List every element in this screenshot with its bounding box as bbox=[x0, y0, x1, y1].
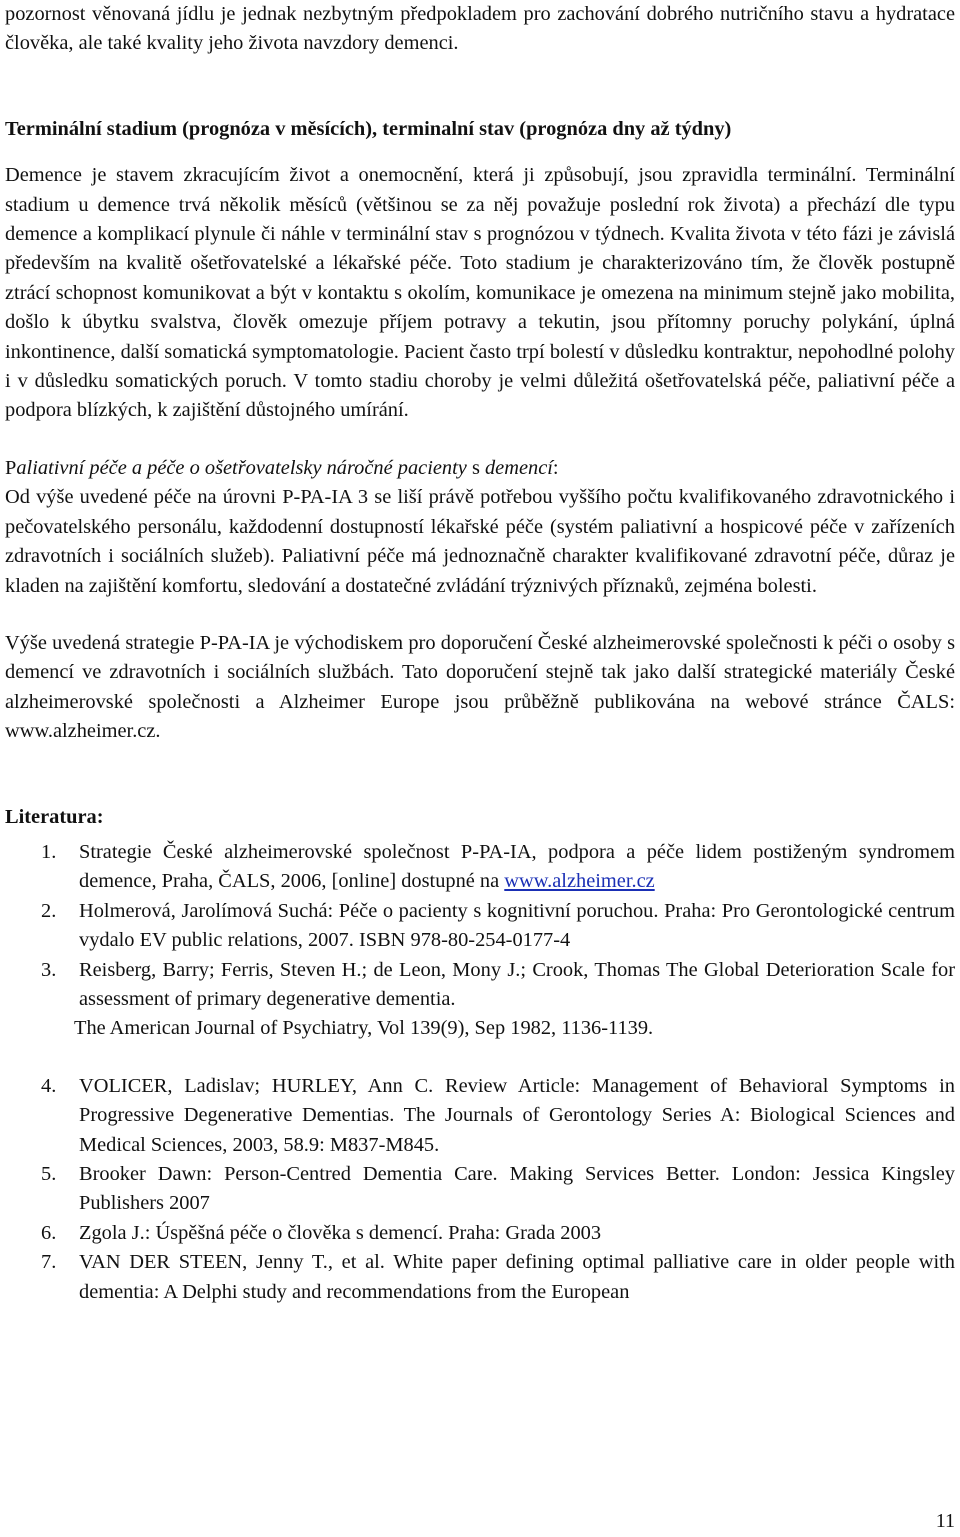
reference-text-continuation: The American Journal of Psychiatry, Vol 139(9), Sep 1982, 1136-1139. bbox=[74, 1017, 654, 1040]
reference-number: 7. bbox=[41, 1251, 57, 1274]
page-number: 11 bbox=[935, 1510, 955, 1532]
reference-text: VAN DER STEEN, Jenny T., et al. White paper defining optimal palliative care in older people with dementia: A Delphi study and recommendations from the European bbox=[79, 1251, 955, 1303]
reference-text: Strategie České alzheimerovské společnost P-PA-IA, podpora a péče lidem postiženým syndromem demence, Praha, ČALS, 2006, [online] dostupné na bbox=[79, 840, 955, 893]
document-page bbox=[5, 0, 955, 1307]
section-heading-palliative bbox=[5, 454, 955, 483]
reference-text: Brooker Dawn: Person-Centred Dementia Care. Making Services Better. London: Jessica Kingsley Publishers 2007 bbox=[79, 1163, 955, 1215]
reference-text: Reisberg, Barry; Ferris, Steven H.; de Leon, Mony J.; Crook, Thomas The Global Deterioration Scale for assessment of primary degenerative dementia. bbox=[79, 958, 955, 1010]
section-heading-terminal: Terminální stadium (prognóza v měsících), terminalní stav (prognóza dny až týdny) bbox=[5, 117, 732, 140]
reference-item-4 bbox=[5, 1072, 955, 1160]
intro-paragraph: pozornost věnovaná jídlu je jednak nezbytným předpokladem pro zachování dobrého nutričního stavu a hydratace člověka, ale také kvality jeho života navzdory demenci. bbox=[5, 3, 955, 55]
reference-item-1 bbox=[5, 838, 955, 897]
reference-item-3 bbox=[5, 956, 955, 1015]
reference-item-5 bbox=[5, 1160, 955, 1219]
heading-lead: P bbox=[5, 456, 17, 479]
heading-italic: aliativní péče a péče o ošetřovatelsky náročné pacienty bbox=[16, 456, 467, 479]
reference-text: Holmerová, Jarolímová Suchá: Péče o pacienty s kognitivní poruchou. Praha: Pro Gerontologické centrum vydalo EV public relations, 2007. ISBN 978-80-254-0177-4 bbox=[79, 899, 955, 952]
list-spacer bbox=[5, 1044, 955, 1072]
reference-number: 3. bbox=[41, 958, 57, 981]
heading-italic-2: demencí bbox=[484, 456, 553, 479]
reference-item-2 bbox=[5, 897, 955, 956]
reference-number: 6. bbox=[41, 1221, 57, 1244]
reference-item-6 bbox=[5, 1219, 955, 1248]
reference-number: 4. bbox=[41, 1074, 57, 1097]
literature-list bbox=[5, 838, 955, 1307]
heading-mid: s bbox=[466, 456, 485, 479]
reference-text: Zgola J.: Úspěšná péče o člověka s demencí. Praha: Grada 2003 bbox=[79, 1221, 602, 1244]
reference-item-7 bbox=[5, 1248, 955, 1307]
strategy-paragraph: Výše uvedená strategie P-PA-IA je východiskem pro doporučení České alzheimerovské společnosti k péči o osoby s demencí ve zdravotních i sociálních službách. Tato doporučení stejně tak jako další strategické materiály České alzheimerovské společnosti a Alzheimer Europe jsou průběžně publikována na webové stránce ČALS: www.alzheimer.cz. bbox=[5, 631, 955, 743]
reference-number: 2. bbox=[41, 899, 57, 922]
heading-end: : bbox=[552, 456, 559, 479]
palliative-paragraph: Od výše uvedené péče na úrovni P-PA-IA 3 se liší právě potřebou vyššího počtu kvalifikovaného zdravotnického i pečovatelského personálu, každodenní dostupností lékařské péče (systém paliativní a hospicové péče v zařízeních zdravotních i sociálních služeb). Paliativní péče má jednoznačně charakter kvalifikované zdravotní péče, důraz je kladen na zajištění komfortu, sledování a dostatečné zvládání trýznivých příznaků, zejména bolesti. bbox=[5, 486, 955, 597]
reference-number: 1. bbox=[41, 840, 57, 863]
reference-number: 5. bbox=[41, 1163, 57, 1185]
literature-heading: Literatura: bbox=[5, 805, 104, 828]
terminal-paragraph: Demence je stavem zkracujícím život a onemocnění, která ji způsobují, jsou zpravidla terminální. Terminální stadium u demence trvá několik měsíců (většinou se za něj považuje poslední rok života) a přechází dle typu demence a komplikací plynule či náhle v terminální stav s prognózou v týdnech. Kvalita života v této fázi je závislá především na kvalitě ošetřovatelské a lékařské péče. Toto stadium je charakterizováno tím, že člověk postupně ztrácí schopnost komunikovat a být v kontaktu s okolím, komunikace je omezena na minimum stejně jako mobilita, došlo k úbytku svalstva, člověk omezuje příjem potravy a tekutin, jsou přítomny poruchy polykání, úplná inkontinence, další somatická symptomatologie. Pacient často trpí bolestí v důsledku kontraktur, nepohodlné polohy i v důsledku somatických poruch. V tomto stadiu choroby je velmi důležitá ošetřovatelská péče, paliativní péče a podpora blízkých, k zajištění důstojného umírání. bbox=[5, 164, 955, 422]
reference-link[interactable]: www.alzheimer.cz bbox=[504, 870, 655, 893]
reference-text: VOLICER, Ladislav; HURLEY, Ann C. Review Article: Management of Behavioral Symptoms in Progressive Degenerative Dementias. The Journals of Gerontology Series A: Biological Sciences and Medical Sciences, 2003, 58.9: M837-M845. bbox=[79, 1074, 955, 1156]
reference-item-3-continuation bbox=[5, 1014, 955, 1043]
